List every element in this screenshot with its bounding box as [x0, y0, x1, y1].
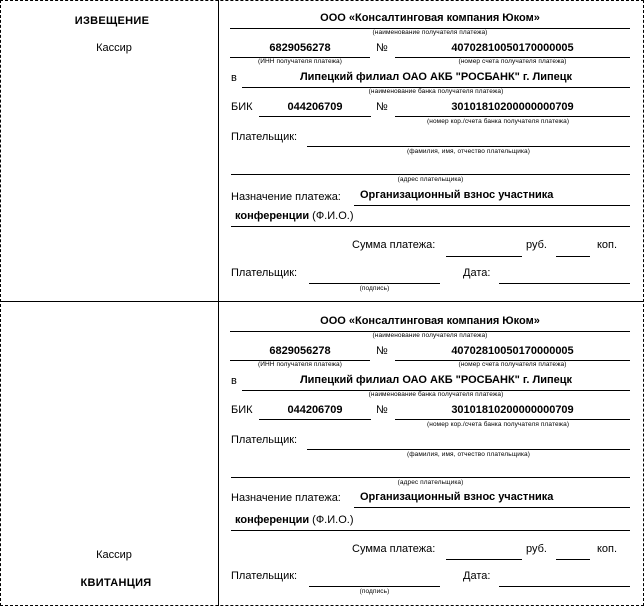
payer-name-caption: (фамилия, имя, отчество плательщика) — [406, 451, 531, 458]
inn-value: 6829056278 — [269, 42, 331, 54]
signature-payer-label: Плательщик: — [231, 570, 298, 582]
recipient-name: ООО «Консалтинговая компания Юком» — [320, 12, 540, 24]
corr-account-value: 30101810200000000709 — [451, 101, 574, 113]
bik-label: БИК — [231, 404, 253, 416]
payer-address-caption: (адрес плательщика) — [397, 176, 464, 183]
section-divider — [0, 301, 644, 302]
payer-address-line — [231, 477, 630, 478]
notice-title: ИЗВЕЩЕНИЕ — [74, 15, 150, 27]
bank-name: Липецкий филиал ОАО АКБ "РОСБАНК" г. Липецк — [299, 374, 573, 386]
sum-rub-line — [446, 559, 522, 560]
sum-kop-line — [556, 559, 590, 560]
signature-caption: (подпись) — [359, 588, 390, 595]
payer-address-caption: (адрес плательщика) — [397, 479, 464, 486]
purpose-line-2-rule — [231, 530, 630, 531]
payer-name-line — [307, 146, 630, 147]
date-label: Дата: — [463, 267, 491, 279]
recipient-name: ООО «Консалтинговая компания Юком» — [320, 315, 540, 327]
recipient-name-caption: (наименование получателя платежа) — [372, 29, 488, 36]
date-line — [499, 283, 630, 284]
cashier-label-top: Кассир — [96, 42, 132, 54]
bik-line — [259, 116, 371, 117]
bank-prefix: в — [231, 72, 237, 84]
account-caption: (номер счета получателя платежа) — [458, 361, 567, 368]
inn-caption: (ИНН получателя платежа) — [257, 361, 343, 368]
purpose-line-1-rule — [354, 205, 630, 206]
sum-rub-line — [446, 256, 522, 257]
rub-label: руб. — [526, 543, 547, 555]
bik-line — [259, 419, 371, 420]
kop-label: коп. — [597, 543, 618, 555]
payer-address-line — [231, 174, 630, 175]
account-number-sign: № — [376, 345, 388, 357]
recipient-name-caption: (наименование получателя платежа) — [372, 332, 488, 339]
purpose-label: Назначение платежа: — [231, 492, 341, 504]
corr-account-caption: (номер кор./счета банка получателя платежа) — [427, 421, 570, 428]
bik-value: 044206709 — [287, 404, 343, 416]
bank-caption: (наименование банка получателя платежа) — [368, 88, 504, 95]
corr-account-line — [395, 116, 630, 117]
inn-value: 6829056278 — [269, 345, 331, 357]
corr-number-sign: № — [376, 101, 388, 113]
kop-label: коп. — [597, 239, 618, 251]
rub-label: руб. — [526, 239, 547, 251]
corr-account-value: 30101810200000000709 — [451, 404, 574, 416]
payer-label: Плательщик: — [231, 131, 298, 143]
purpose-label: Назначение платежа: — [231, 191, 341, 203]
account-caption: (номер счета получателя платежа) — [458, 58, 567, 65]
cashier-label-bottom: Кассир — [96, 549, 132, 561]
bank-caption: (наименование банка получателя платежа) — [368, 391, 504, 398]
bik-value: 044206709 — [287, 101, 343, 113]
receipt-form — [0, 303, 644, 606]
purpose-line-2 — [235, 210, 353, 222]
sum-kop-line — [556, 256, 590, 257]
signature-line — [309, 586, 440, 587]
purpose-line-2-suffix: (Ф.И.О.) — [312, 210, 354, 222]
bank-name: Липецкий филиал ОАО АКБ "РОСБАНК" г. Липецк — [299, 71, 573, 83]
bik-label: БИК — [231, 101, 253, 113]
purpose-line-2-text: конференции — [235, 514, 310, 526]
sum-label: Сумма платежа: — [352, 239, 436, 251]
account-value: 40702810050170000005 — [451, 345, 574, 357]
payer-label: Плательщик: — [231, 434, 298, 446]
inn-caption: (ИНН получателя платежа) — [257, 58, 343, 65]
account-number-sign: № — [376, 42, 388, 54]
corr-account-line — [395, 419, 630, 420]
signature-line — [309, 283, 440, 284]
sum-label: Сумма платежа: — [352, 543, 436, 555]
bank-prefix: в — [231, 375, 237, 387]
purpose-line-2-rule — [231, 226, 630, 227]
purpose-line-1: Организационный взнос участника — [360, 491, 554, 503]
purpose-line-2-text: конференции — [235, 210, 310, 222]
receipt-title: КВИТАНЦИЯ — [80, 577, 152, 589]
corr-account-caption: (номер кор./счета банка получателя платежа) — [427, 118, 570, 125]
signature-payer-label: Плательщик: — [231, 267, 298, 279]
notice-form — [0, 0, 644, 301]
signature-caption: (подпись) — [359, 285, 390, 292]
purpose-line-2 — [235, 514, 353, 526]
payer-name-caption: (фамилия, имя, отчество плательщика) — [406, 148, 531, 155]
payer-name-line — [307, 449, 630, 450]
corr-number-sign: № — [376, 404, 388, 416]
purpose-line-2-suffix: (Ф.И.О.) — [312, 514, 354, 526]
purpose-line-1: Организационный взнос участника — [360, 189, 554, 201]
date-line — [499, 586, 630, 587]
account-value: 40702810050170000005 — [451, 42, 574, 54]
purpose-line-1-rule — [354, 507, 630, 508]
date-label: Дата: — [463, 570, 491, 582]
